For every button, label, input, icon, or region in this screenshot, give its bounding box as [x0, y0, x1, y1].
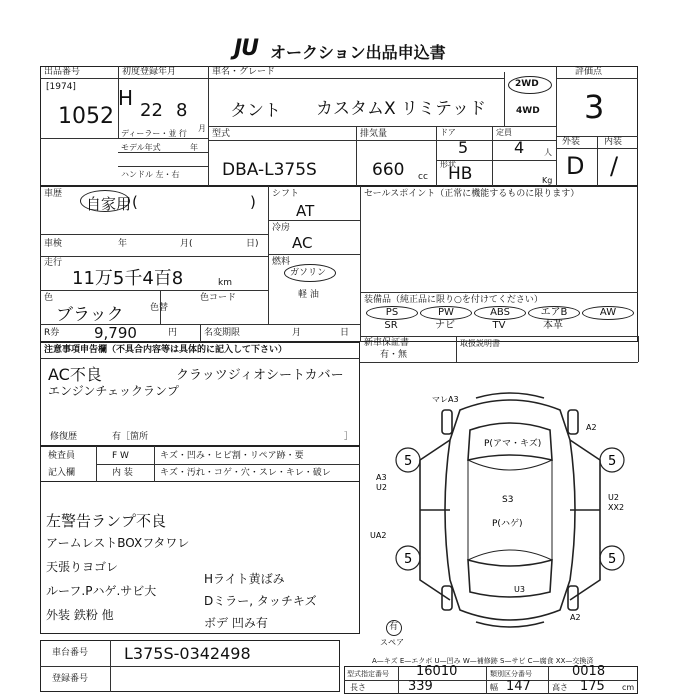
dim-unit: cm — [622, 683, 635, 692]
era-value: H — [118, 86, 134, 110]
reg-label: 登録番号 — [52, 674, 89, 684]
tire-rl: 5 — [404, 552, 413, 567]
equip-item: SR — [384, 320, 398, 331]
color-value: ブラック — [56, 305, 124, 325]
month-value: 8 — [176, 100, 188, 121]
dmg-label-3: A3 — [376, 473, 387, 482]
length-label: 長さ — [350, 683, 366, 692]
cooler-label: 冷房 — [272, 223, 291, 233]
score-label: 評価点 — [575, 67, 603, 77]
dmg-label-9: XX2 — [608, 503, 625, 512]
dmg-label-1: A2 — [586, 423, 597, 432]
dmg-label-11: U3 — [514, 585, 525, 594]
usage-label: 車歴 — [44, 189, 63, 199]
handle-label: ハンドル 左・右 — [121, 170, 180, 179]
inspection-year: 年 — [118, 239, 128, 249]
manual-label: 取扱説明書 — [460, 339, 500, 348]
equip-item: ナビ — [435, 320, 455, 331]
inspection-label: 車検 — [44, 239, 63, 249]
int-inspect-label: 内 装 — [112, 468, 133, 478]
color-sub-label: 色替 — [150, 303, 169, 313]
month-unit: 月 — [198, 124, 206, 133]
mileage-value: 11万5千4百8 — [72, 268, 184, 289]
dmg-label-6: P(ハゲ) — [492, 519, 523, 529]
ext-value: D — [566, 152, 585, 180]
usage-value: 自家用 — [86, 195, 132, 213]
cert-value: 16010 — [416, 664, 458, 679]
int-label: 内装 — [604, 137, 623, 147]
displacement-label: 排気量 — [360, 129, 388, 139]
new-car-value: 有・無 — [380, 350, 408, 360]
equipment-label: 装備品（純正品に限り○を付けてください） — [364, 295, 543, 305]
name-change-label: 名変期限 — [204, 328, 241, 338]
page-title: オークション出品申込書 — [270, 43, 446, 62]
height-label: 高さ — [552, 683, 568, 692]
cert-label: 型式指定番号 — [347, 670, 389, 678]
equip-item: エアB — [528, 306, 580, 320]
first-reg-label: 初度登録年月 — [122, 67, 177, 77]
tire-rr: 5 — [608, 552, 617, 567]
displacement-unit: cc — [418, 172, 428, 182]
comment-line: 外装 鉄粉 他 — [46, 608, 114, 622]
dmg-label-0: マレA3 — [432, 395, 459, 404]
inspection-day: 日) — [246, 239, 259, 249]
year-value: 22 — [140, 100, 163, 121]
score-value: 3 — [584, 88, 605, 126]
grade-value: カスタムX リミテッド — [316, 99, 487, 119]
shift-label: シフト — [272, 189, 300, 199]
width-label: 幅 — [490, 683, 498, 692]
notes-label: 注意事項申告欄（不具合内容等は具体的に記入して下さい） — [44, 345, 288, 355]
chassis-value: L375S-0342498 — [124, 644, 251, 663]
fuel-label: 燃料 — [272, 257, 291, 267]
inspector-label-2: 記入欄 — [48, 468, 76, 478]
shift-value: AT — [296, 202, 315, 220]
shape-value: HB — [448, 164, 473, 184]
door-label: ドア — [440, 128, 456, 137]
dmg-label-5: S3 — [502, 495, 514, 505]
equip-item: 本革 — [543, 320, 563, 331]
dmg-label-7: UA2 — [370, 531, 387, 540]
new-car-label: 新車保証書 — [364, 338, 410, 348]
ext-label: 外装 — [562, 137, 581, 147]
notes-line1b: クラッツジィオシートカバー — [176, 368, 344, 383]
tire-fl: 5 — [404, 454, 413, 469]
recycle-value: 9,790 — [94, 324, 137, 342]
color-label: 色 — [44, 293, 54, 303]
height-value: 175 — [580, 679, 605, 694]
capacity-value: 4 — [514, 138, 525, 157]
dmg-label-4: U2 — [376, 483, 387, 492]
diesel-label: 軽 油 — [298, 290, 319, 300]
drive-2wd: 2WD — [515, 79, 539, 89]
equip-item: TV — [492, 320, 506, 331]
dmg-label-2: P(アマ・キズ) — [484, 439, 542, 449]
dealer-label: ディーラー・並 行 — [121, 129, 187, 138]
model-year-unit: 年 — [190, 143, 198, 152]
equip-item: PW — [420, 306, 472, 320]
model-label: 型式 — [212, 129, 231, 139]
repair-close: ］ — [344, 432, 354, 442]
drive-4wd: 4WD — [516, 106, 540, 116]
spare-sub: スペア — [380, 638, 404, 647]
notes-line1: AC不良 — [48, 365, 102, 384]
repair-label: 修復歴 — [50, 432, 78, 442]
recycle-unit: 円 — [168, 328, 178, 338]
chassis-label: 車台番号 — [52, 648, 89, 658]
shape-label: 形状 — [440, 160, 456, 169]
car-diagram — [370, 380, 640, 640]
lot-sub: [1974] — [46, 82, 76, 92]
repair-value: 有［箇所 — [112, 432, 149, 442]
displacement-value: 660 — [372, 160, 405, 180]
int-value: / — [610, 152, 619, 180]
width-value: 147 — [506, 679, 531, 694]
equip-item: AW — [582, 306, 634, 320]
car-name-value: タント — [230, 101, 281, 121]
comment-line: ルーフ.Pハゲ.サビ大 — [46, 584, 157, 598]
dmg-label-8: U2 — [608, 493, 619, 502]
fw-label: F W — [112, 451, 129, 461]
mileage-unit: km — [218, 278, 232, 288]
equip-item: PS — [366, 306, 418, 320]
inspector-label-1: 検査員 — [48, 451, 76, 461]
color-code-label: 色コード — [200, 293, 237, 303]
comment-line-right: ボデ 凹み有 — [204, 616, 268, 630]
usage-paren: ( — [132, 193, 138, 211]
damage-legend: A—キズ E—エクボ U—凹み W—補修跡 S—サビ C—腐食 XX—交換済 — [372, 657, 594, 665]
spare-label: 有 — [389, 622, 399, 632]
comment-line-right: Hライト黄ばみ — [204, 572, 285, 586]
comment-line-right: Dミラー, タッチキズ — [204, 594, 317, 608]
model-value: DBA-L375S — [222, 160, 317, 180]
lot-label: 出品番号 — [44, 67, 81, 77]
mileage-label: 走行 — [44, 258, 63, 268]
length-value: 339 — [408, 679, 433, 694]
usage-close: ) — [250, 193, 256, 211]
dmg-label-10: A2 — [570, 613, 581, 622]
recycle-label: R券 — [44, 328, 60, 338]
door-value: 5 — [458, 138, 469, 157]
name-change-unit: 月 — [292, 328, 302, 338]
model-year-label: モデル年式 — [121, 143, 161, 152]
comment-line: 左警告ランプ不良 — [46, 512, 167, 530]
capacity-label: 定員 — [496, 128, 512, 137]
fw-items: キズ・凹み・ヒビ割・リペア跡・要 — [160, 451, 304, 461]
sales-point-label: セールスポイント（正常に機能するものに限ります） — [364, 189, 580, 199]
class-label: 類別区分番号 — [490, 670, 532, 678]
comment-line: アームレストBOXフタワレ — [46, 536, 190, 550]
fuel-value: ガソリン — [290, 268, 327, 278]
equip-item: ABS — [474, 306, 526, 320]
inspection-month: 月( — [180, 239, 193, 249]
name-change-day: 日 — [340, 328, 350, 338]
lot-number: 1052 — [58, 104, 114, 129]
cooler-value: AC — [292, 234, 313, 252]
capacity-unit: 人 — [544, 148, 552, 157]
weight-unit: Kg — [542, 176, 553, 185]
tire-fr: 5 — [608, 454, 617, 469]
car-name-label: 車名・グレード — [212, 67, 276, 77]
class-value: 0018 — [572, 664, 606, 679]
notes-line2: エンジンチェックランプ — [48, 384, 180, 398]
ju-logo: JU — [234, 36, 259, 61]
int-items: キズ・汚れ・コゲ・穴・スレ・キレ・破レ — [160, 468, 331, 478]
comment-line: 天張りヨゴレ — [46, 560, 119, 574]
